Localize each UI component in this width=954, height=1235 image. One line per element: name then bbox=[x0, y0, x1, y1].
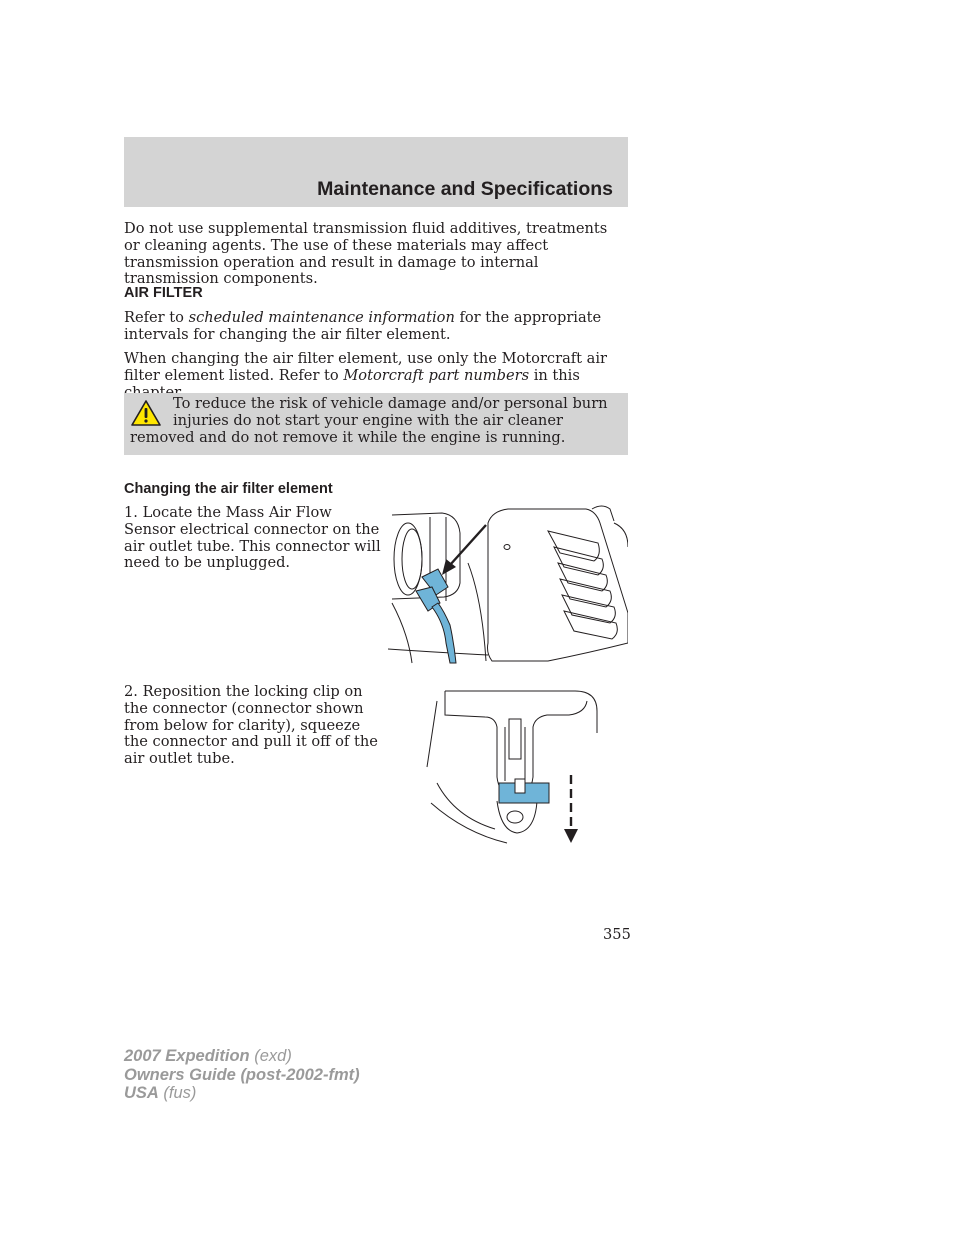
air-filter-p1-text: Refer to bbox=[124, 309, 189, 326]
subheading-changing-air-filter: Changing the air filter element bbox=[124, 481, 333, 497]
header-band bbox=[124, 137, 628, 207]
footer-model-name: 2007 Expedition bbox=[124, 1047, 250, 1065]
warning-box bbox=[124, 393, 628, 455]
section-heading-air-filter: AIR FILTER bbox=[124, 285, 203, 301]
footer-market-code: (fus) bbox=[158, 1084, 197, 1103]
footer-line-market bbox=[124, 1084, 360, 1103]
air-filter-p2-text: When changing the air filter element, use only the Motorcraft air filter element listed. Refer to bbox=[124, 350, 608, 384]
page-number: 355 bbox=[603, 926, 631, 943]
scheduled-maintenance-reference: scheduled maintenance information bbox=[188, 309, 455, 326]
footer-line-guide bbox=[124, 1066, 360, 1085]
footer-line-model bbox=[124, 1047, 360, 1066]
step-1-text: 1. Locate the Mass Air Flow Sensor electrical connector on the air outlet tube. This connector will need to be unplugged. bbox=[124, 504, 381, 572]
intro-paragraph: Do not use supplemental transmission fluid additives, treatments or cleaning agents. The use of these materials may affect transmission operation and result in damage to internal transmission components. bbox=[124, 220, 608, 288]
air-filter-p2-text-end: in this bbox=[533, 366, 580, 384]
mass-air-flow-connector-illustration bbox=[388, 503, 628, 665]
document-footer bbox=[124, 1047, 360, 1103]
air-filter-paragraph-1 bbox=[124, 310, 624, 344]
locking-clip-connector-illustration bbox=[425, 683, 605, 845]
motorcraft-part-numbers-reference: Motorcraft part numbers bbox=[343, 366, 530, 384]
footer-guide-name: Owners Guide (post-2002-fmt) bbox=[124, 1065, 360, 1084]
warning-text: To reduce the risk of vehicle damage and/or personal burn injuries do not start your engine with the air cleaner removed and do not remove it while the engine is running. bbox=[130, 395, 608, 446]
step-2-text: 2. Reposition the locking clip on the connector (connector shown from below for clarity), squeeze the connector and pull it off of the air outlet tube. bbox=[124, 683, 378, 768]
air-filter-p1-text-end: for the appropriate intervals for changing the air filter element. bbox=[124, 309, 602, 343]
page-title: Maintenance and Specifications bbox=[317, 178, 613, 200]
footer-market-name: USA bbox=[124, 1084, 159, 1103]
footer-model-code: (exd) bbox=[249, 1047, 292, 1065]
